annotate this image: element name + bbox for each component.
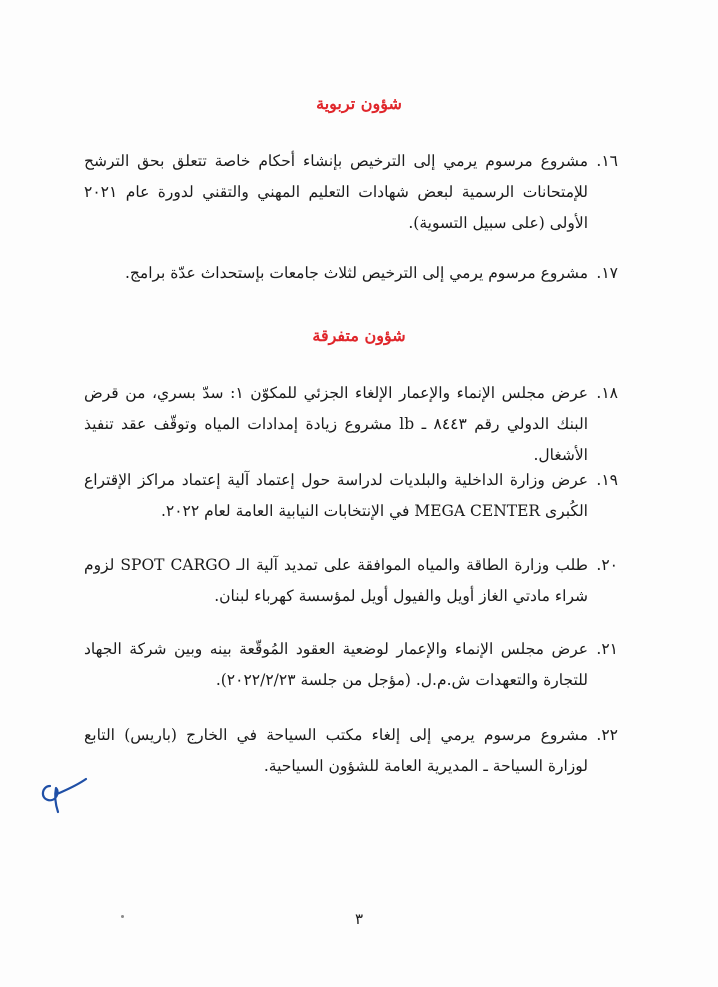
agenda-item-21 [84,634,618,696]
item-number: ١٩. [596,471,618,489]
agenda-item-22 [84,720,618,782]
item-number: ٢١. [596,640,618,658]
item-number: ٢٠. [596,556,618,574]
item-text: مشروع مرسوم يرمي إلى الترخيص لثلاث جامعات بإستحداث عدّة برامج. [124,264,588,282]
item-number: ١٦. [596,152,618,170]
handwritten-signature-icon [36,776,90,814]
page-number: ٣ [354,910,364,928]
item-text: مشروع مرسوم يرمي إلى إلغاء مكتب السياحة في الخارج (باريس) التابع لوزارة السياحة ـ المديرية العامة للشؤون السياحية. [84,726,588,775]
item-text: طلب وزارة الطاقة والمياه الموافقة على تمديد آلية الـ SPOT CARGO لزوم شراء مادتي الغاز أويل والفيول أويل لمؤسسة كهرباء لبنان. [84,556,588,605]
agenda-item-17 [84,258,618,289]
agenda-item-16 [84,146,618,239]
heading-educational-affairs: شؤون تربوية [316,94,402,113]
item-text: عرض مجلس الإنماء والإعمار لوضعية العقود المُوقّعة بينه وبين شركة الجهاد للتجارة والتعهدات ش.م.ل. (مؤجل من جلسة ٢٠٢٢/٢/٢٣). [84,640,588,689]
item-number: ٢٢. [596,726,618,744]
heading-miscellaneous-affairs: شؤون متفرقة [312,326,406,345]
item-text: عرض وزارة الداخلية والبلديات لدراسة حول إعتماد آلية إعتماد مراكز الإقتراع الكُبرى MEGA CENTER في الإنتخابات النيابية العامة لعام ٢٠٢٢. [84,471,588,520]
agenda-item-20 [84,550,618,612]
item-number: ١٨. [596,384,618,402]
item-text: عرض مجلس الإنماء والإعمار الإلغاء الجزئي للمكوّن ١: سدّ بسري، من قرض البنك الدولي رقم ٨٤٤٣ ـ lb مشروع زيادة إمدادات المياه وتوقّف عقد تنفيذ الأشغال. [84,384,589,464]
item-number: ١٧. [596,264,618,282]
agenda-item-18 [84,378,618,471]
item-text: مشروع مرسوم يرمي إلى الترخيص بإنشاء أحكام خاصة تتعلق بحق الترشح للإمتحانات الرسمية لبعض شهادات التعليم المهني والتقني لدورة عام ٢٠٢١ الأولى (على سبيل التسوية). [84,152,588,232]
agenda-item-19 [84,465,618,527]
